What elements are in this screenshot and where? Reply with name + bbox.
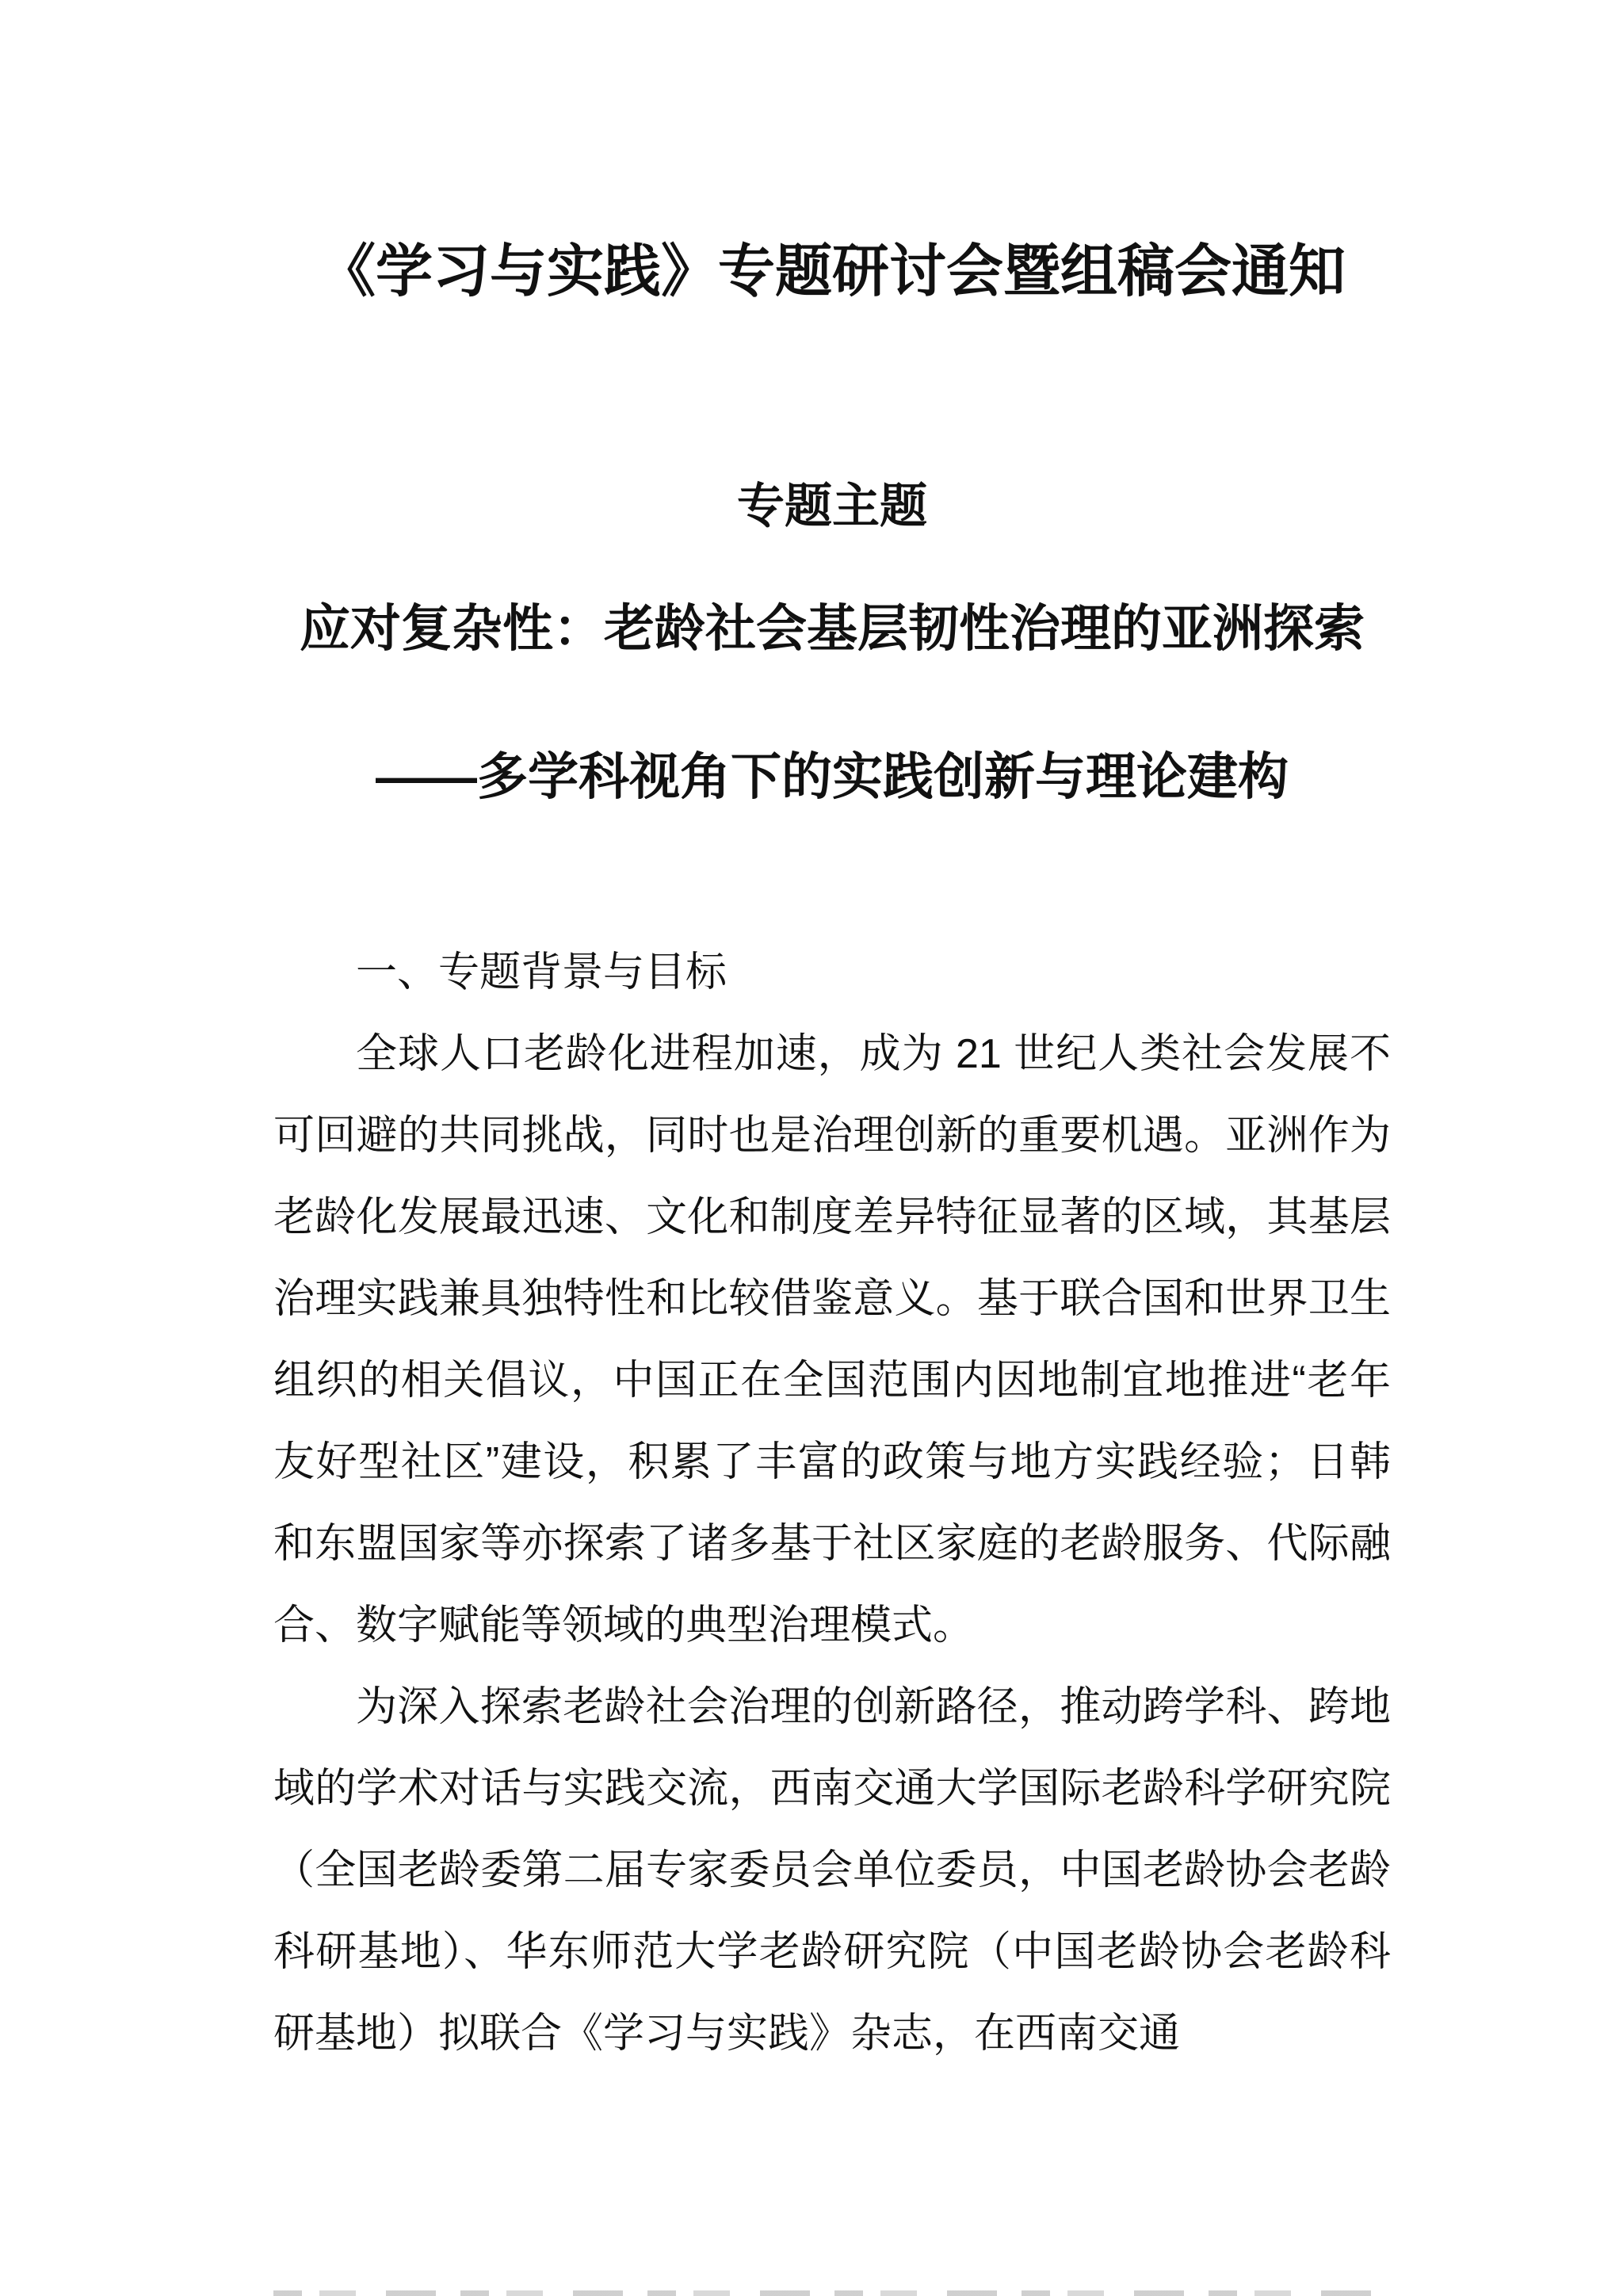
cutoff-next-line-strip — [273, 2290, 1391, 2296]
body-paragraph-2: 为深入探索老龄社会治理的创新路径，推动跨学科、跨地域的学术对话与实践交流，西南交通大学国际老龄科学研究院（全国老龄委第二届专家委员会单位委员，中国老龄协会老龄科研基地）、华东师范大学老龄研究院（中国老龄协会老龄科研基地）拟联合《学习与实践》杂志，在西南交通 — [273, 1684, 1391, 2057]
document-content — [273, 0, 1391, 2075]
topic-label: 专题主题 — [737, 479, 927, 533]
document-title: 《学习与实践》专题研讨会暨组稿会通知 — [318, 240, 1346, 304]
theme-line-1: 应对复杂性：老龄社会基层韧性治理的亚洲探索 — [300, 600, 1365, 658]
body-paragraph-1: 全球人口老龄化进程加速，成为 21 世纪人类社会发展不可回避的共同挑战，同时也是治理创新的重要机遇。亚洲作为老龄化发展最迅速、文化和制度差异特征显著的区域，其基层治理实践兼具独特性和比较借鉴意义。基于联合国和世界卫生组织的相关倡议，中国正在全国范围内因地制宜地推进“老年友好型社区”建设，积累了丰富的政策与地方实践经验；日韩和东盟国家等亦探索了诸多基于社区家庭的老龄服务、代际融合、数字赋能等领域的典型治理模式。 — [273, 1031, 1391, 1649]
section-heading-background-and-goals: 一、专题背景与目标 — [356, 949, 727, 996]
theme-line-2: ——多学科视角下的实践创新与理论建构 — [376, 748, 1289, 806]
